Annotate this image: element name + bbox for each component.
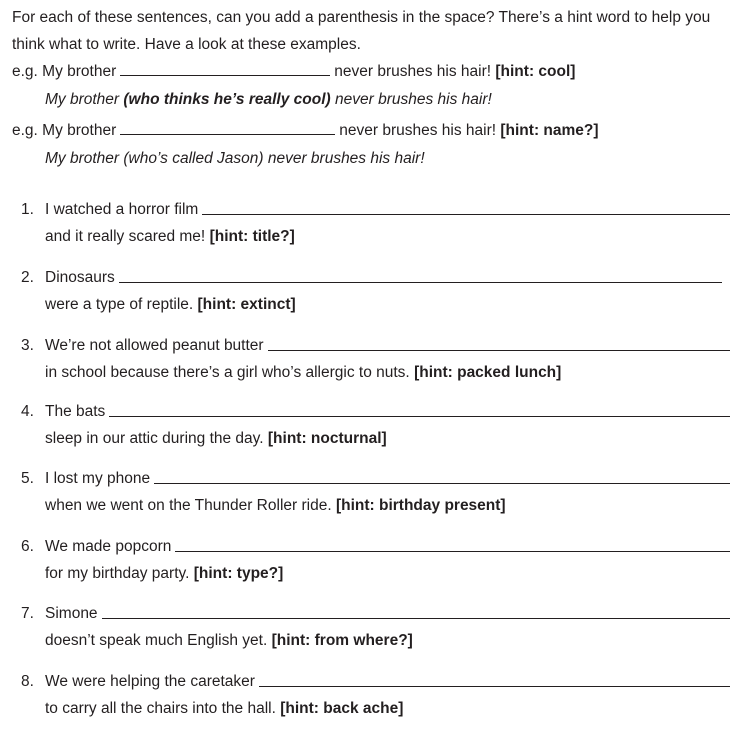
- question-number: 4.: [21, 403, 34, 420]
- question-number: 2.: [21, 269, 34, 286]
- question-start: I lost my phone: [45, 470, 151, 487]
- example-1-prefix: e.g. My brother: [12, 63, 117, 80]
- question-start: The bats: [45, 403, 106, 420]
- question-hint: [hint: nocturnal]: [267, 430, 387, 447]
- question-hint: [hint: title?]: [209, 228, 295, 245]
- example-2-blank: [120, 133, 335, 135]
- answer-blank[interactable]: [259, 686, 730, 687]
- question-hint: [hint: from where?]: [271, 632, 413, 649]
- question-5: [0, 470, 750, 530]
- question-end: when we went on the Thunder Roller ride.: [45, 497, 332, 514]
- answer-blank[interactable]: [154, 483, 730, 484]
- question-end: sleep in our attic during the day.: [45, 430, 264, 447]
- example-2-hint: [hint: name?]: [500, 122, 599, 139]
- question-start: Simone: [45, 605, 98, 622]
- question-4: [0, 403, 750, 463]
- question-number: 3.: [21, 337, 34, 354]
- question-end: to carry all the chairs into the hall.: [45, 700, 276, 717]
- question-end: in school because there’s a girl who’s allergic to nuts.: [45, 364, 410, 381]
- question-number: 6.: [21, 538, 34, 555]
- instructions-text: For each of these sentences, can you add a parenthesis in the space? There’s a hint word to help you think what to write. Have a look at these examples.: [12, 9, 711, 53]
- example-2-prefix: e.g. My brother: [12, 122, 117, 139]
- example-2-answer: [45, 150, 425, 168]
- question-number: 8.: [21, 673, 34, 690]
- question-hint: [hint: type?]: [193, 565, 284, 582]
- answer-blank[interactable]: [175, 551, 730, 552]
- example-1-answer-end: never brushes his hair!: [330, 91, 492, 108]
- example-1-hint: [hint: cool]: [495, 63, 576, 80]
- example-1-blank: [120, 74, 330, 76]
- question-hint: [hint: birthday present]: [335, 497, 506, 514]
- question-hint: [hint: back ache]: [280, 700, 404, 717]
- example-1-answer-start: My brother: [45, 91, 124, 108]
- question-number: 5.: [21, 470, 34, 487]
- answer-blank[interactable]: [202, 214, 730, 215]
- question-number: 7.: [21, 605, 34, 622]
- question-hint: [hint: extinct]: [197, 296, 296, 313]
- question-start: Dinosaurs: [45, 269, 115, 286]
- question-number: 1.: [21, 201, 34, 218]
- example-2-prompt: [12, 122, 599, 140]
- question-2: [0, 269, 750, 329]
- question-6: [0, 538, 750, 598]
- question-end: for my birthday party.: [45, 565, 190, 582]
- question-end: doesn’t speak much English yet.: [45, 632, 268, 649]
- answer-blank[interactable]: [119, 282, 722, 283]
- question-hint: [hint: packed lunch]: [414, 364, 562, 381]
- question-start: We were helping the caretaker: [45, 673, 255, 690]
- question-8: [0, 673, 750, 733]
- example-1-answer: [45, 91, 492, 109]
- question-start: We’re not allowed peanut butter: [45, 337, 264, 354]
- question-3: [0, 337, 750, 397]
- question-start: We made popcorn: [45, 538, 172, 555]
- answer-blank[interactable]: [102, 618, 730, 619]
- answer-blank[interactable]: [268, 350, 730, 351]
- example-1-answer-parenthesis: (who thinks he’s really cool): [123, 91, 331, 108]
- example-1-prompt: [12, 63, 575, 81]
- example-1-suffix: never brushes his hair!: [334, 63, 492, 80]
- question-end: were a type of reptile.: [45, 296, 194, 313]
- example-2-answer-text: My brother (who’s called Jason) never brushes his hair!: [45, 150, 425, 167]
- example-2-suffix: never brushes his hair!: [339, 122, 497, 139]
- question-end: and it really scared me!: [45, 228, 206, 245]
- question-7: [0, 605, 750, 665]
- question-start: I watched a horror film: [45, 201, 199, 218]
- answer-blank[interactable]: [109, 416, 730, 417]
- question-1: [0, 201, 750, 261]
